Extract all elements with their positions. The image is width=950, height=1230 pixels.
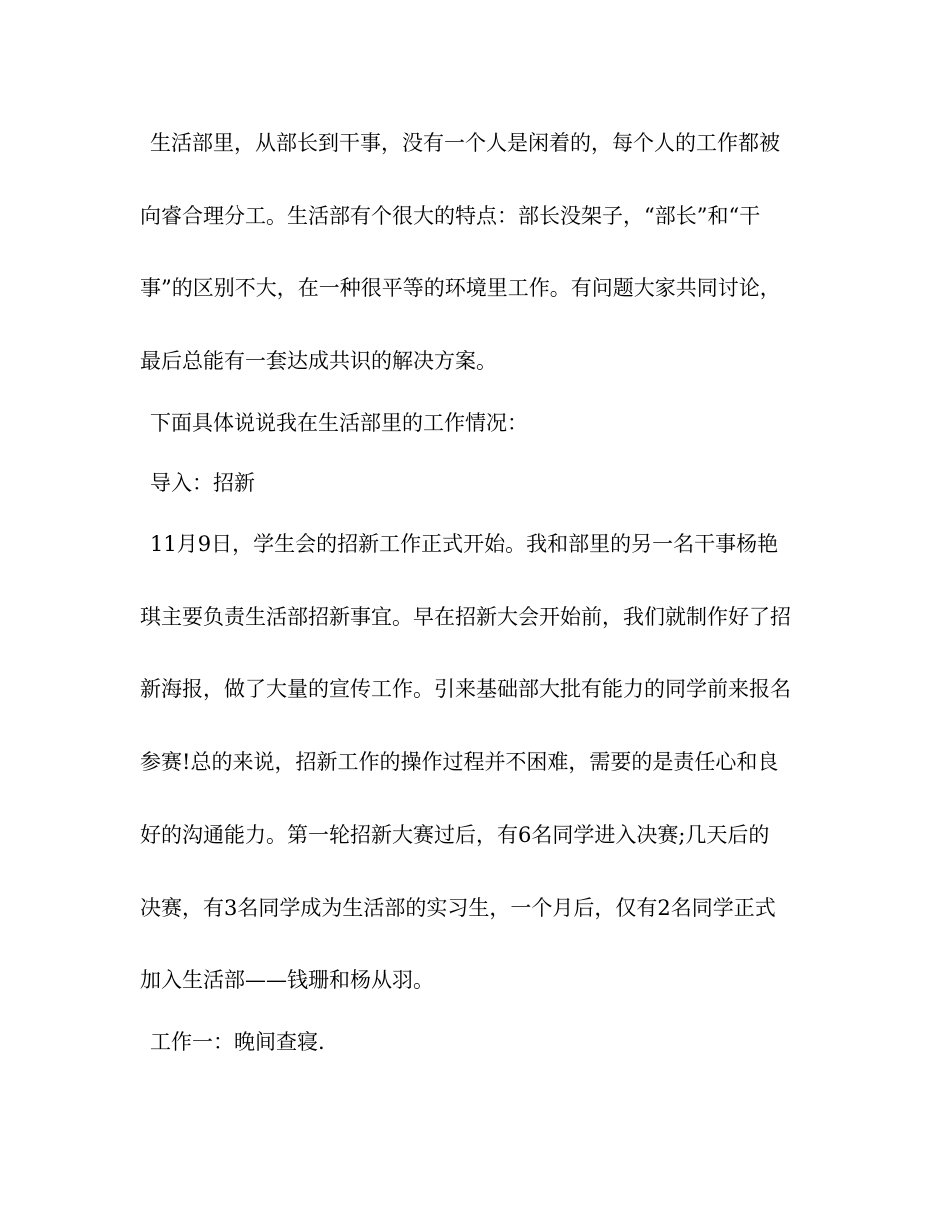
- paragraph-line: 新海报，做了大量的宣传工作。引来基础部大批有能力的同学前来报名: [140, 677, 791, 701]
- paragraph-line: 最后总能有一套达成共识的解决方案。: [140, 349, 497, 373]
- paragraph-line: 生活部里，从部长到干事，没有一个人是闲着的，每个人的工作都被: [150, 131, 780, 155]
- paragraph-line: 11月9日，学生会的招新工作正式开始。我和部里的另一名干事杨艳: [150, 532, 779, 556]
- paragraph-line: 好的沟通能力。第一轮招新大赛过后，有6名同学进入决赛;几天后的: [140, 823, 770, 847]
- paragraph-line: 加入生活部——钱珊和杨从羽。: [140, 968, 434, 992]
- paragraph-line: 下面具体说说我在生活部里的工作情况：: [150, 411, 528, 435]
- paragraph-line: 参赛!总的来说，招新工作的操作过程并不困难，需要的是责任心和良: [140, 750, 779, 774]
- section-heading: 工作一：晚间查寝.: [150, 1030, 325, 1054]
- paragraph-line: 琪主要负责生活部招新事宜。早在招新大会开始前，我们就制作好了招: [140, 605, 791, 629]
- paragraph-line: 决赛，有3名同学成为生活部的实习生，一个月后，仅有2名同学正式: [140, 896, 776, 920]
- paragraph-line: 向睿合理分工。生活部有个很大的特点：部长没架子，“部长”和“干: [140, 204, 761, 228]
- paragraph-line: 事”的区别不大，在一种很平等的环境里工作。有问题大家共同讨论，: [140, 276, 781, 300]
- section-heading: 导入：招新: [150, 471, 255, 495]
